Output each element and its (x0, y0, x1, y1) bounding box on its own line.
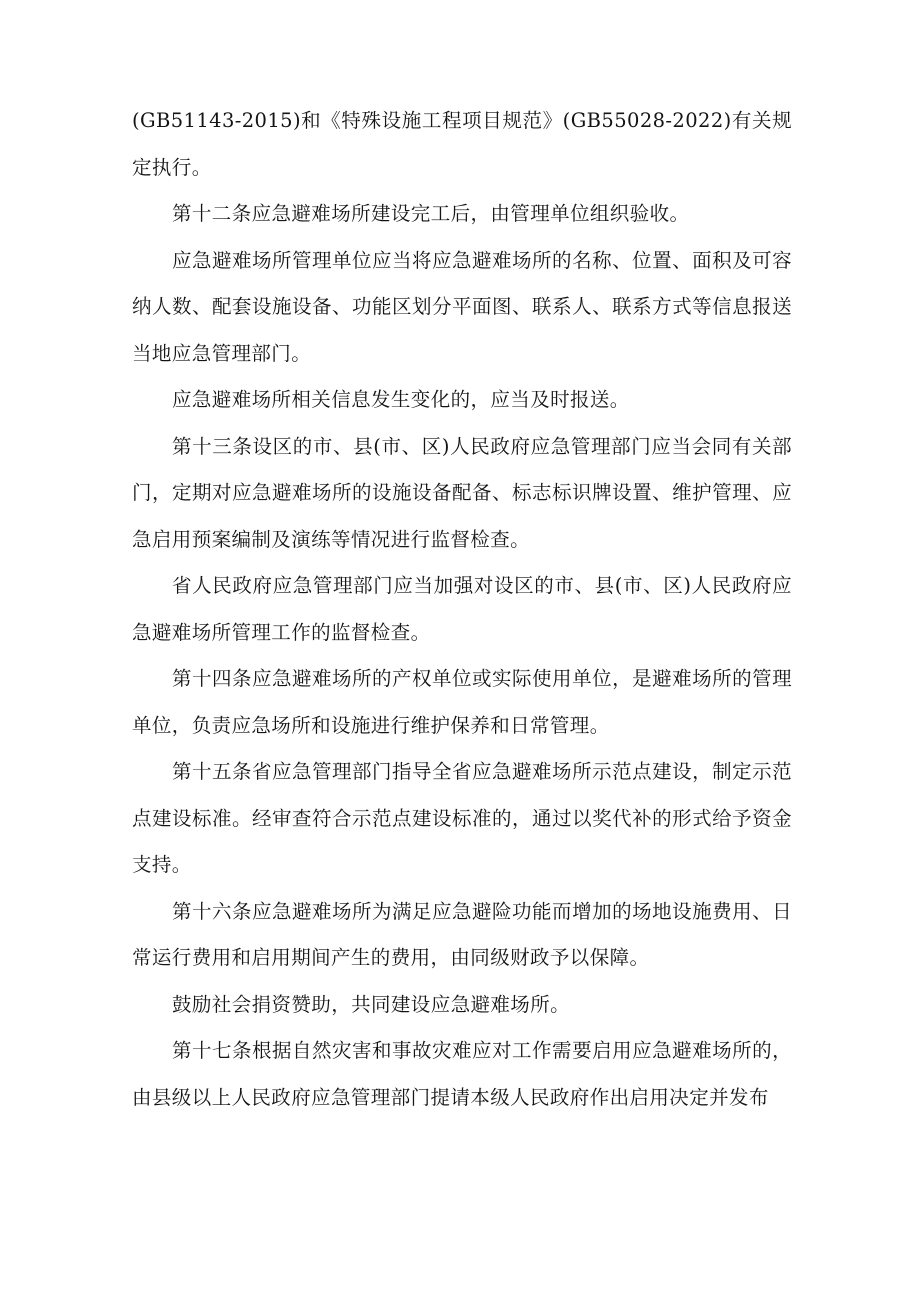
paragraph-continuation: (GB51143-2015)和《特殊设施工程项目规范》(GB55028-2022)有关规定执行。 (132, 109, 792, 179)
document-body (132, 98, 792, 1121)
paragraph-article-16: 第十六条应急避难场所为满足应急避险功能而增加的场地设施费用、日常运行费用和启用期间产生的费用，由同级财政予以保障。 (132, 899, 792, 969)
paragraph-article-17: 第十七条根据自然灾害和事故灾难应对工作需要启用应急避难场所的，由县级以上人民政府应急管理部门提请本级人民政府作出启用决定并发布 (132, 1039, 792, 1109)
paragraph-article-13: 第十三条设区的市、县(市、区)人民政府应急管理部门应当会同有关部门，定期对应急避难场所的设施设备配备、标志标识牌设置、维护管理、应急启用预案编制及演练等情况进行监督检查。 (132, 434, 792, 551)
paragraph-article-15: 第十五条省应急管理部门指导全省应急避难场所示范点建设，制定示范点建设标准。经审查符合示范点建设标准的，通过以奖代补的形式给予资金支持。 (132, 760, 792, 876)
paragraph-article-12: 第十二条应急避难场所建设完工后，由管理单位组织验收。 (172, 202, 690, 225)
paragraph-article-14: 第十四条应急避难场所的产权单位或实际使用单位，是避难场所的管理单位，负责应急场所和设施进行维护保养和日常管理。 (132, 667, 792, 737)
paragraph-info-change: 应急避难场所相关信息发生变化的，应当及时报送。 (172, 388, 630, 411)
paragraph-donation: 鼓励社会捐资赞助，共同建设应急避难场所。 (172, 992, 571, 1016)
paragraph-management-report: 应急避难场所管理单位应当将应急避难场所的名称、位置、面积及可容纳人数、配套设施设备、功能区划分平面图、联系人、联系方式等信息报送当地应急管理部门。 (132, 248, 792, 365)
paragraph-provincial-supervision: 省人民政府应急管理部门应当加强对设区的市、县(市、区)人民政府应急避难场所管理工作的监督检查。 (132, 574, 792, 644)
